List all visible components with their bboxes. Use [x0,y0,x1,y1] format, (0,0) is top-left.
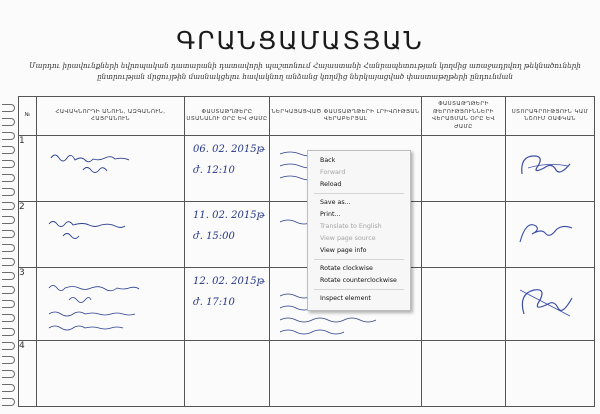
binding-ring [2,286,15,294]
menu-separator [314,289,404,290]
binding-ring [2,202,15,210]
binding-ring [2,146,15,154]
handwritten-name [45,148,165,176]
column-header-signature: ՍՏՈՐԱԳՐՈՒԹՅՈՒՆ ԿԱՄ ՆՇՈՒՄ ՕԱՓԿԱՆ [506,97,595,136]
received-date: 06. 02. 2015թ [193,144,265,155]
applicant-name-cell [37,341,185,407]
table-row [19,341,595,407]
menu-item-translate[interactable]: Translate to English [320,223,382,230]
received-date-cell [185,202,270,268]
correction-date-cell [422,136,506,202]
binding-ring [2,118,15,126]
signature-cell [506,202,595,268]
menu-item-back[interactable]: Back [320,157,336,164]
context-menu [307,150,411,311]
binding-ring [2,244,15,252]
received-time: ժ. 12:10 [193,165,235,176]
binding-ring [2,160,15,168]
binding-ring [2,384,15,392]
handwritten-name [45,280,175,340]
received-date: 12. 02. 2015թ [193,276,265,287]
column-header-number: № [19,97,37,136]
received-date: 11. 02. 2015թ [193,210,265,221]
signature [514,148,584,182]
correction-date-cell [422,341,506,407]
menu-separator [314,193,404,194]
menu-item-inspect[interactable]: Inspect element [320,295,371,302]
menu-item-rotate-ccw[interactable]: Rotate counterclockwise [320,277,397,284]
document-title: ԳՐԱՆՑԱՄԱՏՅԱՆ [176,26,424,55]
signature-cell [506,136,595,202]
row-number: 4 [19,341,37,407]
applicant-name-cell [37,136,185,202]
menu-item-forward[interactable]: Forward [320,169,346,176]
binding-ring [2,272,15,280]
column-header-received-date: ՓԱՍՏԱԹՂԹԵՐԸ ՍՏԱՆԱԼՈՒ ՕՐԸ ԵՎ ԺԱՄԸ [185,97,270,136]
binding-ring [2,258,15,266]
menu-item-rotate-cw[interactable]: Rotate clockwise [320,265,373,272]
menu-item-page-info[interactable]: View page info [320,247,367,254]
binding-ring [2,370,15,378]
applicant-name-cell [37,202,185,268]
table-header-row [19,97,595,136]
signature [514,280,584,324]
row-number: 3 [19,268,37,341]
received-date-cell [185,136,270,202]
binding-ring [2,216,15,224]
binding-ring [2,314,15,322]
binding-ring [2,104,15,112]
binding-ring [2,356,15,364]
binding-ring [2,342,15,350]
document-subtitle: Մարդու իրավունքների եվրոպական դատարանի դատավորի պաշտոնում Հայաստանի Հանրապետության կողմից առաջադրվող թեկնածուների ընտրության մրցույթին մասնակցելու հավակնող անձանց կողմից ներկայացված փաստաթղթերի ընդունման [29,61,581,81]
binding-ring [2,230,15,238]
received-time: ժ. 15:00 [193,231,235,242]
spiral-binding [0,0,16,414]
signature-cell [506,268,595,341]
binding-ring [2,328,15,336]
menu-item-reload[interactable]: Reload [320,181,342,188]
binding-ring [2,398,15,406]
received-date-cell [185,268,270,341]
received-time: ժ. 17:10 [193,297,235,308]
column-header-correction-date: ՓԱՍՏԱԹՂԹԵՐԻ ԹԵՐՈՒԹՅՈՒՆՆԵՐԻ ՎԵՐԱՑՄԱՆ ՕՐԸ ԵՎ ԺԱՄԸ [422,97,506,136]
column-header-applicant-name: ՀԱՎԱԿՆՈՐԴԻ ԱՆՈՒՆ, ԱԶԳԱՆՈՒՆ, ՀԱՅՐԱՆՈՒՆ [37,97,185,136]
column-header-completeness: ՆԵՐԿԱՅԱՑՎԱԾ ՓԱՍՏԱԹՂԹԵՐԻ ԼՐԻՎՈՒԹՅԱՆ ՎԵՐԱԲԵՐՅԱԼ [270,97,422,136]
menu-item-save-as[interactable]: Save as... [320,199,351,206]
applicant-name-cell [37,268,185,341]
binding-ring [2,132,15,140]
completeness-cell [270,341,422,407]
handwritten-name [45,214,165,242]
binding-ring [2,174,15,182]
correction-date-cell [422,202,506,268]
signature-cell [506,341,595,407]
binding-ring [2,300,15,308]
row-number: 2 [19,202,37,268]
signature [514,214,584,248]
menu-item-print[interactable]: Print... [320,211,341,218]
menu-item-view-source[interactable]: View page source [320,235,376,242]
correction-date-cell [422,268,506,341]
menu-separator [314,259,404,260]
row-number: 1 [19,136,37,202]
received-date-cell [185,341,270,407]
binding-ring [2,188,15,196]
